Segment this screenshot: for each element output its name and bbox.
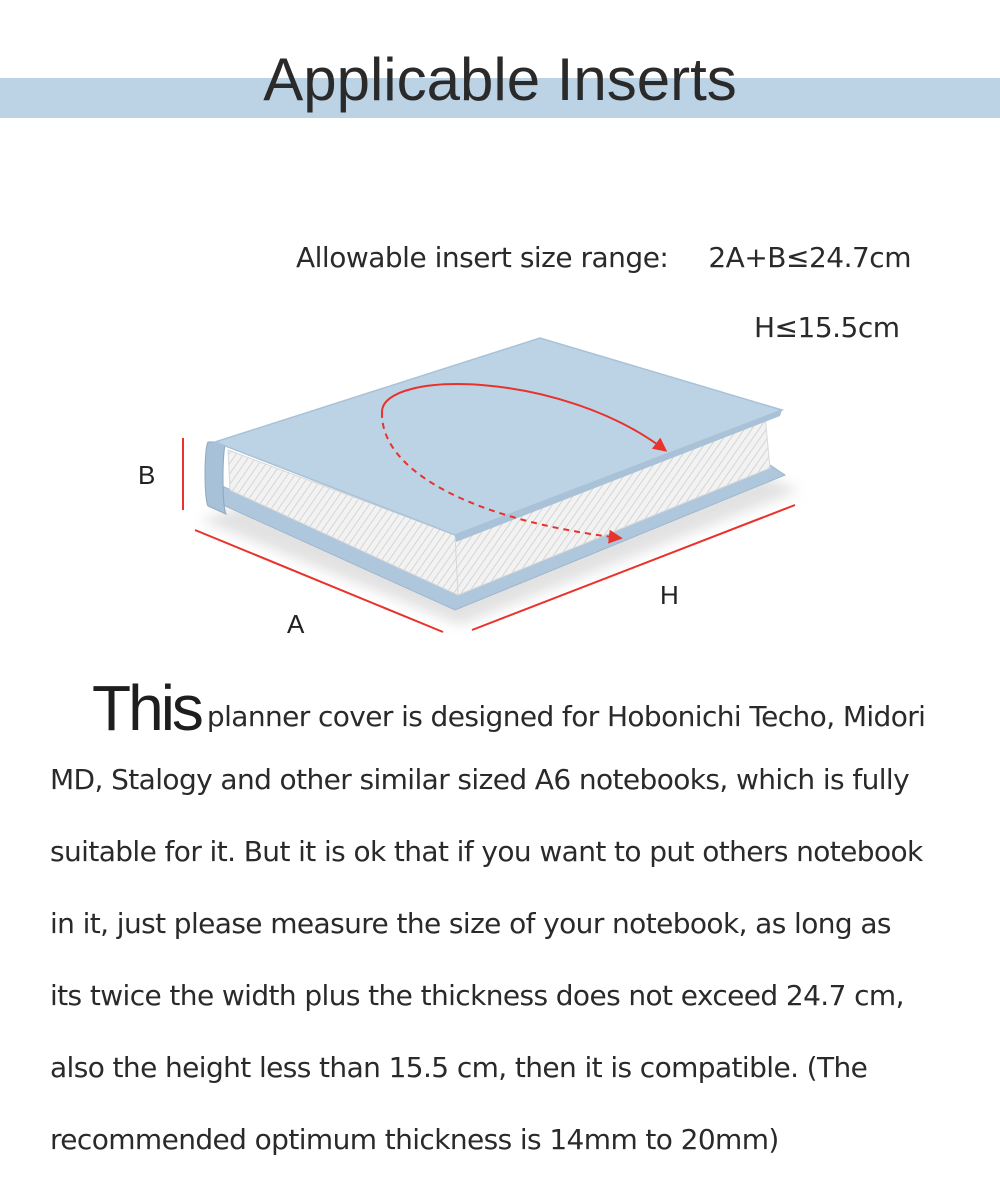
- spec-width-row: [296, 240, 911, 276]
- spec-label: Allowable insert size range:: [296, 241, 669, 274]
- description: [50, 672, 970, 1176]
- description-line-3: suitable for it. But it is ok that if you want to put others notebook: [50, 835, 923, 868]
- description-line-4: in it, just please measure the size of your notebook, as long as: [50, 907, 891, 940]
- description-line-1: [50, 672, 970, 744]
- book-diagram: [0, 320, 1000, 660]
- description-line-6: also the height less than 15.5 cm, then it is compatible. (The: [50, 1051, 868, 1084]
- spec-height-rule: H≤15.5cm: [754, 311, 900, 344]
- description-line-2: MD, Stalogy and other similar sized A6 notebooks, which is fully: [50, 763, 910, 796]
- label-b: B: [138, 460, 156, 490]
- description-lead-word: This: [92, 672, 201, 744]
- book-spine: [205, 442, 226, 514]
- description-line-1-text: planner cover is designed for Hobonichi Techo, Midori: [206, 700, 926, 733]
- description-line-5: its twice the width plus the thickness does not exceed 24.7 cm,: [50, 979, 904, 1012]
- label-a: A: [287, 609, 305, 639]
- label-h: H: [660, 580, 679, 610]
- page-title: Applicable Inserts: [263, 46, 737, 113]
- description-line-7: recommended optimum thickness is 14mm to 20mm): [50, 1123, 779, 1156]
- spec-width-rule: 2A+B≤24.7cm: [708, 241, 911, 274]
